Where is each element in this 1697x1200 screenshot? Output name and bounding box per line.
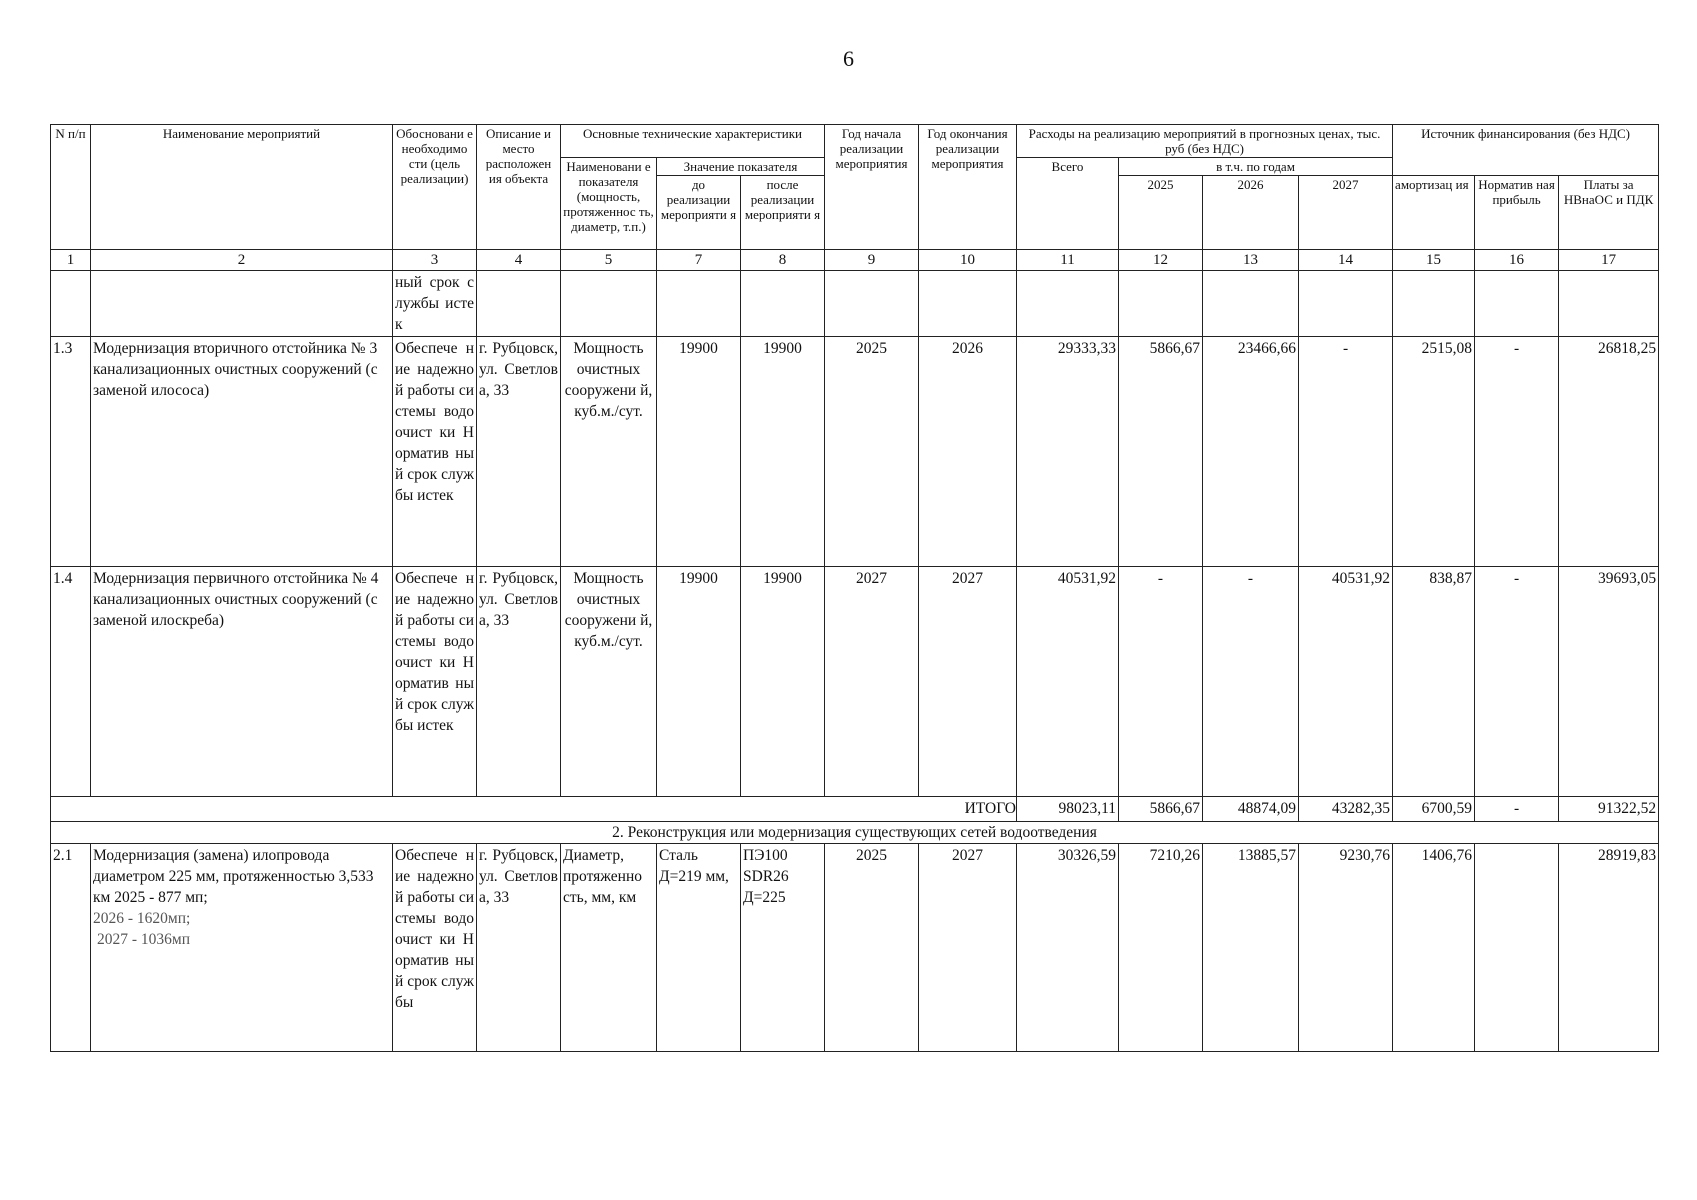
header-location: Описание и место расположен ия объекта <box>477 125 561 250</box>
col-num: 12 <box>1119 250 1203 271</box>
header-row-1 <box>51 125 1659 158</box>
row-year-end: 2026 <box>919 337 1017 567</box>
row-after: 19900 <box>741 567 825 797</box>
row-name-2027: 2027 - 1036мп <box>97 931 191 948</box>
col-num: 15 <box>1393 250 1475 271</box>
row-amort: 838,87 <box>1393 567 1475 797</box>
table-row <box>51 567 1659 797</box>
row-after: ПЭ100 SDR26 Д=225 <box>741 844 825 1052</box>
row-fees: 39693,05 <box>1559 567 1659 797</box>
row-year-start: 2027 <box>825 567 919 797</box>
row-total: 29333,33 <box>1017 337 1119 567</box>
header-2026: 2026 <box>1203 176 1299 250</box>
itogo-fees: 91322,52 <box>1559 797 1659 822</box>
row-n: 1.4 <box>51 567 91 797</box>
header-indicator-value: Значение показателя <box>657 158 825 176</box>
row-2026: 13885,57 <box>1203 844 1299 1052</box>
row-2025: 5866,67 <box>1119 337 1203 567</box>
row-location: г. Рубцовск, ул. Светлова, 33 <box>477 337 561 567</box>
row-n: 1.3 <box>51 337 91 567</box>
header-after: после реализации мероприяти я <box>741 176 825 250</box>
header-indicator-name: Наименовани е показателя (мощность, протяженнос ть, диаметр, т.п.) <box>561 158 657 250</box>
itogo-total: 98023,11 <box>1017 797 1119 822</box>
row-profit <box>1475 844 1559 1052</box>
row-year-start: 2025 <box>825 337 919 567</box>
row-year-end: 2027 <box>919 567 1017 797</box>
itogo-label: ИТОГО <box>51 797 1017 822</box>
itogo-profit: - <box>1475 797 1559 822</box>
row-before: 19900 <box>657 337 741 567</box>
col-num: 5 <box>561 250 657 271</box>
col-num: 1 <box>51 250 91 271</box>
itogo-2025: 5866,67 <box>1119 797 1203 822</box>
header-year-end: Год окончания реализации мероприятия <box>919 125 1017 250</box>
row-location: г. Рубцовск, ул. Светлова, 33 <box>477 844 561 1052</box>
table-row <box>51 844 1659 1052</box>
row-2025: 7210,26 <box>1119 844 1203 1052</box>
row-before: Сталь Д=219 мм, <box>657 844 741 1052</box>
row-justification: Обеспече ние надежной работы системы водоочист ки Норматив ный срок службы истек <box>393 337 477 567</box>
row-profit: - <box>1475 337 1559 567</box>
header-before: до реализации мероприяти я <box>657 176 741 250</box>
row-name-cell <box>91 844 393 1052</box>
col-num: 8 <box>741 250 825 271</box>
col-num: 3 <box>393 250 477 271</box>
header-justification: Обосновани е необходимо сти (цель реализации) <box>393 125 477 250</box>
row-2027: - <box>1299 337 1393 567</box>
header-2027: 2027 <box>1299 176 1393 250</box>
continuation-justification: ный срок службы истек <box>393 271 477 337</box>
header-costs: Расходы на реализацию мероприятий в прогнозных ценах, тыс. руб (без НДС) <box>1017 125 1393 158</box>
section-2-title: 2. Реконструкция или модернизация существующих сетей водоотведения <box>51 822 1659 844</box>
row-profit: - <box>1475 567 1559 797</box>
col-num: 4 <box>477 250 561 271</box>
row-justification: Обеспече ние надежной работы системы водоочист ки Норматив ный срок службы истек <box>393 567 477 797</box>
section-2-row <box>51 822 1659 844</box>
col-num: 17 <box>1559 250 1659 271</box>
col-num: 11 <box>1017 250 1119 271</box>
col-num: 9 <box>825 250 919 271</box>
continuation-row <box>51 271 1659 337</box>
row-2026: 23466,66 <box>1203 337 1299 567</box>
col-num: 2 <box>91 250 393 271</box>
col-num: 16 <box>1475 250 1559 271</box>
row-name-2026: 2026 - 1620мп; <box>93 910 191 927</box>
row-indicator: Мощность очистных сооружени й, куб.м./сут. <box>561 567 657 797</box>
col-num: 10 <box>919 250 1017 271</box>
col-num: 13 <box>1203 250 1299 271</box>
header-n: N п/п <box>51 125 91 250</box>
header-by-years: в т.ч. по годам <box>1119 158 1393 176</box>
row-total: 30326,59 <box>1017 844 1119 1052</box>
header-total: Всего <box>1017 158 1119 250</box>
header-amort: амортизац ия <box>1393 176 1475 250</box>
itogo-2027: 43282,35 <box>1299 797 1393 822</box>
row-name: Модернизация первичного отстойника № 4 канализационных очистных сооружений (с заменой илоскреба) <box>91 567 393 797</box>
col-num: 7 <box>657 250 741 271</box>
row-year-start: 2025 <box>825 844 919 1052</box>
row-name: Модернизация (замена) илопровода диаметром 225 мм, протяженностью 3,533 км 2025 - 877 мп; <box>93 847 374 906</box>
row-justification: Обеспече ние надежной работы системы водоочист ки Норматив ный срок службы <box>393 844 477 1052</box>
row-2026: - <box>1203 567 1299 797</box>
row-amort: 2515,08 <box>1393 337 1475 567</box>
row-year-end: 2027 <box>919 844 1017 1052</box>
header-name: Наименование мероприятий <box>91 125 393 250</box>
row-before: 19900 <box>657 567 741 797</box>
itogo-amort: 6700,59 <box>1393 797 1475 822</box>
header-financing: Источник финансирования (без НДС) <box>1393 125 1659 176</box>
row-indicator: Диаметр, протяженно сть, мм, км <box>561 844 657 1052</box>
table-row <box>51 337 1659 567</box>
column-numbers-row <box>51 250 1659 271</box>
col-num: 14 <box>1299 250 1393 271</box>
header-year-start: Год начала реализации мероприятия <box>825 125 919 250</box>
itogo-2026: 48874,09 <box>1203 797 1299 822</box>
page-number: 6 <box>843 46 854 71</box>
row-2027: 9230,76 <box>1299 844 1393 1052</box>
row-fees: 26818,25 <box>1559 337 1659 567</box>
header-2025: 2025 <box>1119 176 1203 250</box>
row-2025: - <box>1119 567 1203 797</box>
row-name: Модернизация вторичного отстойника № 3 канализационных очистных сооружений (с заменой илососа) <box>91 337 393 567</box>
row-location: г. Рубцовск, ул. Светлова, 33 <box>477 567 561 797</box>
row-fees: 28919,83 <box>1559 844 1659 1052</box>
row-n: 2.1 <box>51 844 91 1052</box>
row-total: 40531,92 <box>1017 567 1119 797</box>
row-amort: 1406,76 <box>1393 844 1475 1052</box>
row-after: 19900 <box>741 337 825 567</box>
header-tech: Основные технические характеристики <box>561 125 825 158</box>
row-indicator: Мощность очистных сооружени й, куб.м./сут. <box>561 337 657 567</box>
itogo-row <box>51 797 1659 822</box>
row-2027: 40531,92 <box>1299 567 1393 797</box>
header-profit: Норматив ная прибыль <box>1475 176 1559 250</box>
header-fees: Платы за НВнаОС и ПДК <box>1559 176 1659 250</box>
measures-table <box>50 124 1659 1052</box>
